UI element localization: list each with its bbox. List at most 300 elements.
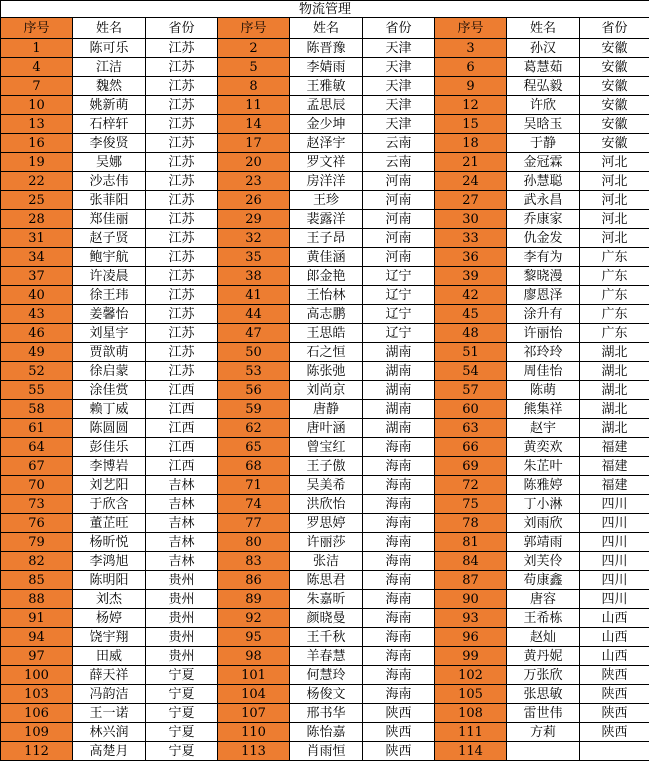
serial-cell[interactable]: 68 <box>218 457 290 476</box>
name-cell[interactable]: 苟康鑫 <box>507 571 580 590</box>
province-cell[interactable] <box>580 742 649 761</box>
province-cell[interactable]: 江苏 <box>146 324 218 343</box>
serial-cell[interactable]: 8 <box>218 77 290 96</box>
serial-cell[interactable]: 77 <box>218 514 290 533</box>
province-cell[interactable]: 海南 <box>363 666 435 685</box>
name-cell[interactable]: 沙志伟 <box>73 172 146 191</box>
province-cell[interactable]: 贵州 <box>146 571 218 590</box>
province-cell[interactable]: 湖南 <box>363 381 435 400</box>
province-cell[interactable]: 天津 <box>363 39 435 58</box>
province-cell[interactable]: 江苏 <box>146 153 218 172</box>
serial-cell[interactable]: 62 <box>218 419 290 438</box>
province-cell[interactable]: 贵州 <box>146 628 218 647</box>
province-cell[interactable]: 四川 <box>580 533 649 552</box>
name-cell[interactable]: 王子傲 <box>290 457 363 476</box>
serial-cell[interactable]: 63 <box>435 419 507 438</box>
serial-cell[interactable]: 113 <box>218 742 290 761</box>
serial-cell[interactable]: 37 <box>1 267 73 286</box>
serial-cell[interactable]: 111 <box>435 723 507 742</box>
serial-cell[interactable]: 92 <box>218 609 290 628</box>
serial-cell[interactable]: 34 <box>1 248 73 267</box>
name-cell[interactable]: 洪欣怡 <box>290 495 363 514</box>
province-cell[interactable]: 四川 <box>580 495 649 514</box>
serial-cell[interactable]: 89 <box>218 590 290 609</box>
serial-cell[interactable]: 57 <box>435 381 507 400</box>
province-cell[interactable]: 江苏 <box>146 362 218 381</box>
name-cell[interactable]: 徐王玮 <box>73 286 146 305</box>
province-cell[interactable]: 河南 <box>363 172 435 191</box>
name-cell[interactable]: 王一诺 <box>73 704 146 723</box>
col-header-name-2[interactable]: 姓名 <box>290 18 363 39</box>
name-cell[interactable]: 唐叶涵 <box>290 419 363 438</box>
serial-cell[interactable]: 105 <box>435 685 507 704</box>
serial-cell[interactable]: 39 <box>435 267 507 286</box>
serial-cell[interactable]: 93 <box>435 609 507 628</box>
serial-cell[interactable]: 27 <box>435 191 507 210</box>
serial-cell[interactable]: 59 <box>218 400 290 419</box>
name-cell[interactable]: 姚新萌 <box>73 96 146 115</box>
province-cell[interactable]: 河南 <box>363 248 435 267</box>
province-cell[interactable]: 江苏 <box>146 77 218 96</box>
province-cell[interactable]: 湖南 <box>363 362 435 381</box>
province-cell[interactable]: 海南 <box>363 533 435 552</box>
serial-cell[interactable]: 21 <box>435 153 507 172</box>
province-cell[interactable]: 湖北 <box>580 400 649 419</box>
serial-cell[interactable]: 69 <box>435 457 507 476</box>
name-cell[interactable]: 曾宝红 <box>290 438 363 457</box>
province-cell[interactable]: 吉林 <box>146 476 218 495</box>
col-header-name-3[interactable]: 姓名 <box>507 18 580 39</box>
name-cell[interactable]: 于静 <box>507 134 580 153</box>
serial-cell[interactable]: 98 <box>218 647 290 666</box>
name-cell[interactable]: 徐启蒙 <box>73 362 146 381</box>
name-cell[interactable]: 王思皓 <box>290 324 363 343</box>
name-cell[interactable]: 刘杰 <box>73 590 146 609</box>
province-cell[interactable]: 海南 <box>363 647 435 666</box>
serial-cell[interactable]: 60 <box>435 400 507 419</box>
province-cell[interactable]: 宁夏 <box>146 704 218 723</box>
serial-cell[interactable]: 64 <box>1 438 73 457</box>
serial-cell[interactable]: 103 <box>1 685 73 704</box>
name-cell[interactable]: 程弘毅 <box>507 77 580 96</box>
serial-cell[interactable]: 30 <box>435 210 507 229</box>
province-cell[interactable]: 湖北 <box>580 362 649 381</box>
name-cell[interactable]: 刘艺阳 <box>73 476 146 495</box>
name-cell[interactable]: 吴娜 <box>73 153 146 172</box>
name-cell[interactable]: 彭佳乐 <box>73 438 146 457</box>
serial-cell[interactable]: 15 <box>435 115 507 134</box>
serial-cell[interactable]: 91 <box>1 609 73 628</box>
serial-cell[interactable]: 56 <box>218 381 290 400</box>
name-cell[interactable]: 刘芙伶 <box>507 552 580 571</box>
serial-cell[interactable]: 61 <box>1 419 73 438</box>
name-cell[interactable]: 王子昂 <box>290 229 363 248</box>
serial-cell[interactable]: 75 <box>435 495 507 514</box>
province-cell[interactable]: 江苏 <box>146 58 218 77</box>
name-cell[interactable]: 郎金艳 <box>290 267 363 286</box>
province-cell[interactable]: 四川 <box>580 590 649 609</box>
serial-cell[interactable]: 109 <box>1 723 73 742</box>
name-cell[interactable]: 李婧雨 <box>290 58 363 77</box>
serial-cell[interactable]: 23 <box>218 172 290 191</box>
name-cell[interactable]: 李鸿旭 <box>73 552 146 571</box>
col-header-province-1[interactable]: 省份 <box>146 18 218 39</box>
province-cell[interactable]: 福建 <box>580 457 649 476</box>
serial-cell[interactable]: 43 <box>1 305 73 324</box>
serial-cell[interactable]: 74 <box>218 495 290 514</box>
province-cell[interactable]: 湖北 <box>580 419 649 438</box>
serial-cell[interactable]: 1 <box>1 39 73 58</box>
serial-cell[interactable]: 90 <box>435 590 507 609</box>
serial-cell[interactable]: 28 <box>1 210 73 229</box>
name-cell[interactable]: 武永昌 <box>507 191 580 210</box>
serial-cell[interactable]: 18 <box>435 134 507 153</box>
name-cell[interactable]: 肖雨恒 <box>290 742 363 761</box>
province-cell[interactable]: 天津 <box>363 58 435 77</box>
serial-cell[interactable]: 4 <box>1 58 73 77</box>
name-cell[interactable]: 刘雨欣 <box>507 514 580 533</box>
name-cell[interactable]: 熊集祥 <box>507 400 580 419</box>
province-cell[interactable]: 湖南 <box>363 343 435 362</box>
province-cell[interactable]: 江西 <box>146 400 218 419</box>
name-cell[interactable]: 邢书华 <box>290 704 363 723</box>
name-cell[interactable]: 万张欣 <box>507 666 580 685</box>
province-cell[interactable]: 海南 <box>363 457 435 476</box>
province-cell[interactable]: 河北 <box>580 210 649 229</box>
name-cell[interactable]: 黄佳涵 <box>290 248 363 267</box>
province-cell[interactable]: 安徽 <box>580 58 649 77</box>
province-cell[interactable]: 安徽 <box>580 39 649 58</box>
province-cell[interactable]: 安徽 <box>580 134 649 153</box>
serial-cell[interactable]: 3 <box>435 39 507 58</box>
province-cell[interactable]: 广东 <box>580 286 649 305</box>
serial-cell[interactable]: 83 <box>218 552 290 571</box>
serial-cell[interactable]: 10 <box>1 96 73 115</box>
name-cell[interactable]: 唐静 <box>290 400 363 419</box>
name-cell[interactable]: 王希栋 <box>507 609 580 628</box>
name-cell[interactable]: 朱嘉昕 <box>290 590 363 609</box>
serial-cell[interactable]: 45 <box>435 305 507 324</box>
province-cell[interactable]: 吉林 <box>146 495 218 514</box>
province-cell[interactable]: 安徽 <box>580 96 649 115</box>
serial-cell[interactable]: 78 <box>435 514 507 533</box>
serial-cell[interactable]: 94 <box>1 628 73 647</box>
serial-cell[interactable]: 82 <box>1 552 73 571</box>
province-cell[interactable]: 江苏 <box>146 115 218 134</box>
serial-cell[interactable]: 2 <box>218 39 290 58</box>
serial-cell[interactable]: 48 <box>435 324 507 343</box>
province-cell[interactable]: 江苏 <box>146 286 218 305</box>
province-cell[interactable]: 海南 <box>363 685 435 704</box>
province-cell[interactable]: 福建 <box>580 438 649 457</box>
name-cell[interactable]: 涂升有 <box>507 305 580 324</box>
serial-cell[interactable]: 100 <box>1 666 73 685</box>
serial-cell[interactable]: 80 <box>218 533 290 552</box>
col-header-province-3[interactable]: 省份 <box>580 18 649 39</box>
province-cell[interactable]: 广东 <box>580 248 649 267</box>
province-cell[interactable]: 天津 <box>363 115 435 134</box>
serial-cell[interactable]: 40 <box>1 286 73 305</box>
province-cell[interactable]: 吉林 <box>146 533 218 552</box>
province-cell[interactable]: 宁夏 <box>146 742 218 761</box>
serial-cell[interactable]: 88 <box>1 590 73 609</box>
col-header-name-1[interactable]: 姓名 <box>73 18 146 39</box>
name-cell[interactable]: 刘尚京 <box>290 381 363 400</box>
province-cell[interactable]: 湖南 <box>363 419 435 438</box>
province-cell[interactable]: 山西 <box>580 609 649 628</box>
province-cell[interactable]: 河南 <box>363 210 435 229</box>
serial-cell[interactable]: 49 <box>1 343 73 362</box>
province-cell[interactable]: 江西 <box>146 381 218 400</box>
name-cell[interactable]: 朱芷叶 <box>507 457 580 476</box>
province-cell[interactable]: 河南 <box>363 229 435 248</box>
name-cell[interactable]: 吴美希 <box>290 476 363 495</box>
name-cell[interactable]: 黄奕欢 <box>507 438 580 457</box>
name-cell[interactable]: 高志鹏 <box>290 305 363 324</box>
province-cell[interactable]: 江苏 <box>146 210 218 229</box>
serial-cell[interactable]: 72 <box>435 476 507 495</box>
province-cell[interactable]: 安徽 <box>580 77 649 96</box>
name-cell[interactable] <box>507 742 580 761</box>
name-cell[interactable]: 张洁 <box>290 552 363 571</box>
province-cell[interactable]: 海南 <box>363 571 435 590</box>
province-cell[interactable]: 云南 <box>363 153 435 172</box>
name-cell[interactable]: 杨俊文 <box>290 685 363 704</box>
serial-cell[interactable]: 101 <box>218 666 290 685</box>
name-cell[interactable]: 江洁 <box>73 58 146 77</box>
name-cell[interactable]: 王千秋 <box>290 628 363 647</box>
province-cell[interactable]: 四川 <box>580 552 649 571</box>
name-cell[interactable]: 杨婷 <box>73 609 146 628</box>
province-cell[interactable]: 江苏 <box>146 229 218 248</box>
serial-cell[interactable]: 53 <box>218 362 290 381</box>
province-cell[interactable]: 江苏 <box>146 343 218 362</box>
province-cell[interactable]: 天津 <box>363 96 435 115</box>
province-cell[interactable]: 宁夏 <box>146 666 218 685</box>
name-cell[interactable]: 董芷旺 <box>73 514 146 533</box>
province-cell[interactable]: 江苏 <box>146 172 218 191</box>
serial-cell[interactable]: 65 <box>218 438 290 457</box>
name-cell[interactable]: 陈怡嘉 <box>290 723 363 742</box>
name-cell[interactable]: 孙慧聪 <box>507 172 580 191</box>
name-cell[interactable]: 冯韵洁 <box>73 685 146 704</box>
serial-cell[interactable]: 114 <box>435 742 507 761</box>
col-header-serial-3[interactable]: 序号 <box>435 18 507 39</box>
province-cell[interactable]: 河北 <box>580 191 649 210</box>
name-cell[interactable]: 王雅敏 <box>290 77 363 96</box>
province-cell[interactable]: 安徽 <box>580 115 649 134</box>
name-cell[interactable]: 鲍宇航 <box>73 248 146 267</box>
name-cell[interactable]: 罗思婷 <box>290 514 363 533</box>
province-cell[interactable]: 海南 <box>363 590 435 609</box>
province-cell[interactable]: 海南 <box>363 609 435 628</box>
serial-cell[interactable]: 50 <box>218 343 290 362</box>
serial-cell[interactable]: 32 <box>218 229 290 248</box>
name-cell[interactable]: 陈圆圆 <box>73 419 146 438</box>
province-cell[interactable]: 贵州 <box>146 609 218 628</box>
province-cell[interactable]: 贵州 <box>146 590 218 609</box>
serial-cell[interactable]: 36 <box>435 248 507 267</box>
serial-cell[interactable]: 95 <box>218 628 290 647</box>
serial-cell[interactable]: 46 <box>1 324 73 343</box>
province-cell[interactable]: 海南 <box>363 628 435 647</box>
serial-cell[interactable]: 102 <box>435 666 507 685</box>
serial-cell[interactable]: 81 <box>435 533 507 552</box>
serial-cell[interactable]: 44 <box>218 305 290 324</box>
serial-cell[interactable]: 5 <box>218 58 290 77</box>
name-cell[interactable]: 李有为 <box>507 248 580 267</box>
name-cell[interactable]: 郑佳丽 <box>73 210 146 229</box>
province-cell[interactable]: 宁夏 <box>146 685 218 704</box>
serial-cell[interactable]: 47 <box>218 324 290 343</box>
serial-cell[interactable]: 22 <box>1 172 73 191</box>
serial-cell[interactable]: 24 <box>435 172 507 191</box>
serial-cell[interactable]: 104 <box>218 685 290 704</box>
province-cell[interactable]: 海南 <box>363 495 435 514</box>
name-cell[interactable]: 廖恩泽 <box>507 286 580 305</box>
name-cell[interactable]: 刘星宇 <box>73 324 146 343</box>
serial-cell[interactable]: 110 <box>218 723 290 742</box>
name-cell[interactable]: 房洋洋 <box>290 172 363 191</box>
name-cell[interactable]: 郭靖雨 <box>507 533 580 552</box>
province-cell[interactable]: 江西 <box>146 438 218 457</box>
name-cell[interactable]: 饶宇翔 <box>73 628 146 647</box>
name-cell[interactable]: 罗文祥 <box>290 153 363 172</box>
serial-cell[interactable]: 107 <box>218 704 290 723</box>
serial-cell[interactable]: 35 <box>218 248 290 267</box>
name-cell[interactable]: 魏然 <box>73 77 146 96</box>
name-cell[interactable]: 祁玲玲 <box>507 343 580 362</box>
serial-cell[interactable]: 54 <box>435 362 507 381</box>
province-cell[interactable]: 云南 <box>363 134 435 153</box>
name-cell[interactable]: 仇金发 <box>507 229 580 248</box>
name-cell[interactable]: 金少坤 <box>290 115 363 134</box>
serial-cell[interactable]: 106 <box>1 704 73 723</box>
name-cell[interactable]: 羊春慧 <box>290 647 363 666</box>
province-cell[interactable]: 陕西 <box>363 742 435 761</box>
province-cell[interactable]: 辽宁 <box>363 305 435 324</box>
name-cell[interactable]: 方莉 <box>507 723 580 742</box>
serial-cell[interactable]: 55 <box>1 381 73 400</box>
province-cell[interactable]: 江苏 <box>146 191 218 210</box>
province-cell[interactable]: 江西 <box>146 457 218 476</box>
serial-cell[interactable]: 51 <box>435 343 507 362</box>
serial-cell[interactable]: 31 <box>1 229 73 248</box>
col-header-serial-2[interactable]: 序号 <box>218 18 290 39</box>
name-cell[interactable]: 薛天祥 <box>73 666 146 685</box>
name-cell[interactable]: 孙汉 <box>507 39 580 58</box>
sheet-title[interactable]: 物流管理 <box>1 1 649 18</box>
serial-cell[interactable]: 71 <box>218 476 290 495</box>
serial-cell[interactable]: 11 <box>218 96 290 115</box>
serial-cell[interactable]: 84 <box>435 552 507 571</box>
serial-cell[interactable]: 85 <box>1 571 73 590</box>
province-cell[interactable]: 陕西 <box>580 666 649 685</box>
serial-cell[interactable]: 41 <box>218 286 290 305</box>
name-cell[interactable]: 陈思君 <box>290 571 363 590</box>
province-cell[interactable]: 海南 <box>363 476 435 495</box>
province-cell[interactable]: 陕西 <box>363 704 435 723</box>
serial-cell[interactable]: 25 <box>1 191 73 210</box>
name-cell[interactable]: 许丽莎 <box>290 533 363 552</box>
name-cell[interactable]: 林兴润 <box>73 723 146 742</box>
serial-cell[interactable]: 26 <box>218 191 290 210</box>
name-cell[interactable]: 许丽怡 <box>507 324 580 343</box>
province-cell[interactable]: 湖北 <box>580 343 649 362</box>
serial-cell[interactable]: 33 <box>435 229 507 248</box>
serial-cell[interactable]: 79 <box>1 533 73 552</box>
name-cell[interactable]: 何慧玲 <box>290 666 363 685</box>
province-cell[interactable]: 天津 <box>363 77 435 96</box>
serial-cell[interactable]: 66 <box>435 438 507 457</box>
province-cell[interactable]: 河北 <box>580 153 649 172</box>
province-cell[interactable]: 辽宁 <box>363 324 435 343</box>
serial-cell[interactable]: 19 <box>1 153 73 172</box>
name-cell[interactable]: 金冠霖 <box>507 153 580 172</box>
province-cell[interactable]: 海南 <box>363 438 435 457</box>
province-cell[interactable]: 四川 <box>580 571 649 590</box>
serial-cell[interactable]: 97 <box>1 647 73 666</box>
province-cell[interactable]: 贵州 <box>146 647 218 666</box>
name-cell[interactable]: 田威 <box>73 647 146 666</box>
province-cell[interactable]: 辽宁 <box>363 267 435 286</box>
serial-cell[interactable]: 42 <box>435 286 507 305</box>
serial-cell[interactable]: 108 <box>435 704 507 723</box>
province-cell[interactable]: 辽宁 <box>363 286 435 305</box>
province-cell[interactable]: 江苏 <box>146 248 218 267</box>
name-cell[interactable]: 许欣 <box>507 96 580 115</box>
name-cell[interactable]: 王怡林 <box>290 286 363 305</box>
name-cell[interactable]: 姜馨怡 <box>73 305 146 324</box>
province-cell[interactable]: 江苏 <box>146 134 218 153</box>
serial-cell[interactable]: 52 <box>1 362 73 381</box>
name-cell[interactable]: 陈张弛 <box>290 362 363 381</box>
province-cell[interactable]: 江苏 <box>146 267 218 286</box>
serial-cell[interactable]: 76 <box>1 514 73 533</box>
name-cell[interactable]: 许凌晨 <box>73 267 146 286</box>
province-cell[interactable]: 河北 <box>580 229 649 248</box>
name-cell[interactable]: 高楚月 <box>73 742 146 761</box>
province-cell[interactable]: 四川 <box>580 514 649 533</box>
name-cell[interactable]: 赵宇 <box>507 419 580 438</box>
name-cell[interactable]: 李俊贤 <box>73 134 146 153</box>
name-cell[interactable]: 王珍 <box>290 191 363 210</box>
serial-cell[interactable]: 87 <box>435 571 507 590</box>
province-cell[interactable]: 海南 <box>363 514 435 533</box>
name-cell[interactable]: 陈萌 <box>507 381 580 400</box>
serial-cell[interactable]: 6 <box>435 58 507 77</box>
province-cell[interactable]: 河南 <box>363 191 435 210</box>
name-cell[interactable]: 雷世伟 <box>507 704 580 723</box>
province-cell[interactable]: 福建 <box>580 476 649 495</box>
province-cell[interactable]: 陕西 <box>580 685 649 704</box>
name-cell[interactable]: 李博岩 <box>73 457 146 476</box>
province-cell[interactable]: 江西 <box>146 419 218 438</box>
name-cell[interactable]: 赵泽宇 <box>290 134 363 153</box>
province-cell[interactable]: 江苏 <box>146 96 218 115</box>
name-cell[interactable]: 唐容 <box>507 590 580 609</box>
name-cell[interactable]: 葛慧茹 <box>507 58 580 77</box>
name-cell[interactable]: 石之恒 <box>290 343 363 362</box>
province-cell[interactable]: 江苏 <box>146 305 218 324</box>
name-cell[interactable]: 涂佳赏 <box>73 381 146 400</box>
name-cell[interactable]: 裴露洋 <box>290 210 363 229</box>
province-cell[interactable]: 广东 <box>580 305 649 324</box>
name-cell[interactable]: 陈明阳 <box>73 571 146 590</box>
name-cell[interactable]: 孟思辰 <box>290 96 363 115</box>
serial-cell[interactable]: 29 <box>218 210 290 229</box>
province-cell[interactable]: 山西 <box>580 628 649 647</box>
